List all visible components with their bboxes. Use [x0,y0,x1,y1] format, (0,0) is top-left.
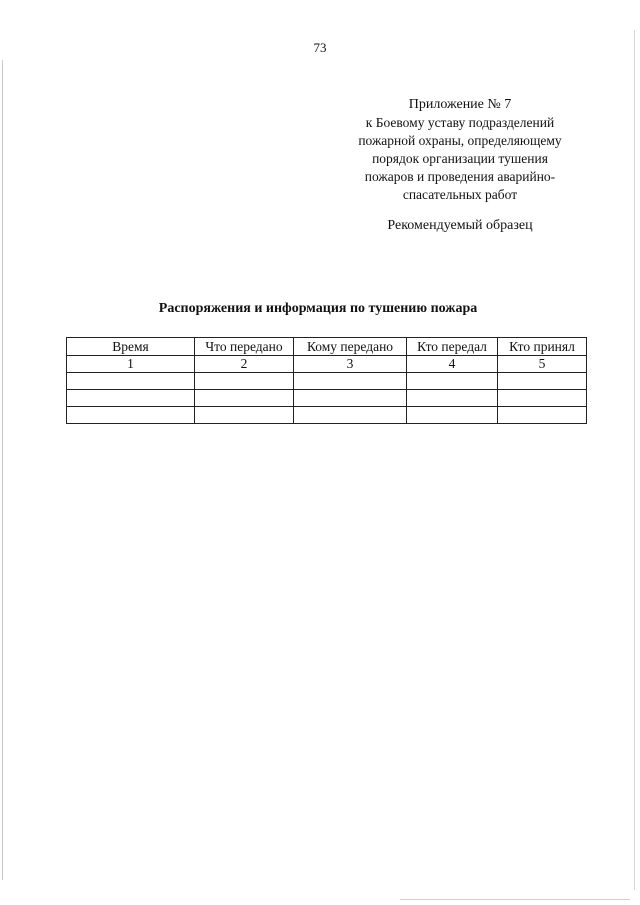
orders-table [66,337,587,424]
table-cell [294,390,407,407]
appendix-line: порядок организации тушения [372,151,548,166]
table-cell [195,407,294,424]
table-cell [498,373,587,390]
appendix-line: к Боевому уставу подразделений [365,115,555,130]
table-number-row [67,356,587,373]
appendix-header [340,96,580,204]
column-header-sender: Кто передал [407,338,498,356]
column-number: 4 [407,356,498,373]
table-cell [67,373,195,390]
table-cell [67,407,195,424]
column-header-what: Что передано [195,338,294,356]
table-cell [407,407,498,424]
table-cell [294,407,407,424]
column-header-receiver: Кто принял [498,338,587,356]
table-row [67,390,587,407]
scan-edge-bottom [400,899,630,900]
column-number: 2 [195,356,294,373]
table-cell [195,390,294,407]
table-row [67,407,587,424]
appendix-title: Приложение № 7 [408,97,512,112]
scan-edge-left [2,60,3,880]
appendix-line: спасательных работ [402,187,518,202]
appendix-line: пожаров и проведения аварийно- [364,169,556,184]
column-header-time: Время [67,338,195,356]
page-number: 73 [313,40,327,55]
column-number: 3 [294,356,407,373]
appendix-line: пожарной охраны, определяющему [358,133,562,148]
table-cell [498,407,587,424]
recommended-sample-label: Рекомендуемый образец [387,218,533,233]
table-cell [195,373,294,390]
column-header-to-whom: Кому передано [294,338,407,356]
column-number: 1 [67,356,195,373]
table-header-row [67,338,587,356]
column-number: 5 [498,356,587,373]
table-cell [407,390,498,407]
table-cell [407,373,498,390]
table-cell [498,390,587,407]
document-title: Распоряжения и информация по тушению пожара [158,301,478,316]
table-row [67,373,587,390]
scan-edge-right [634,30,635,890]
table-cell [67,390,195,407]
table-cell [294,373,407,390]
